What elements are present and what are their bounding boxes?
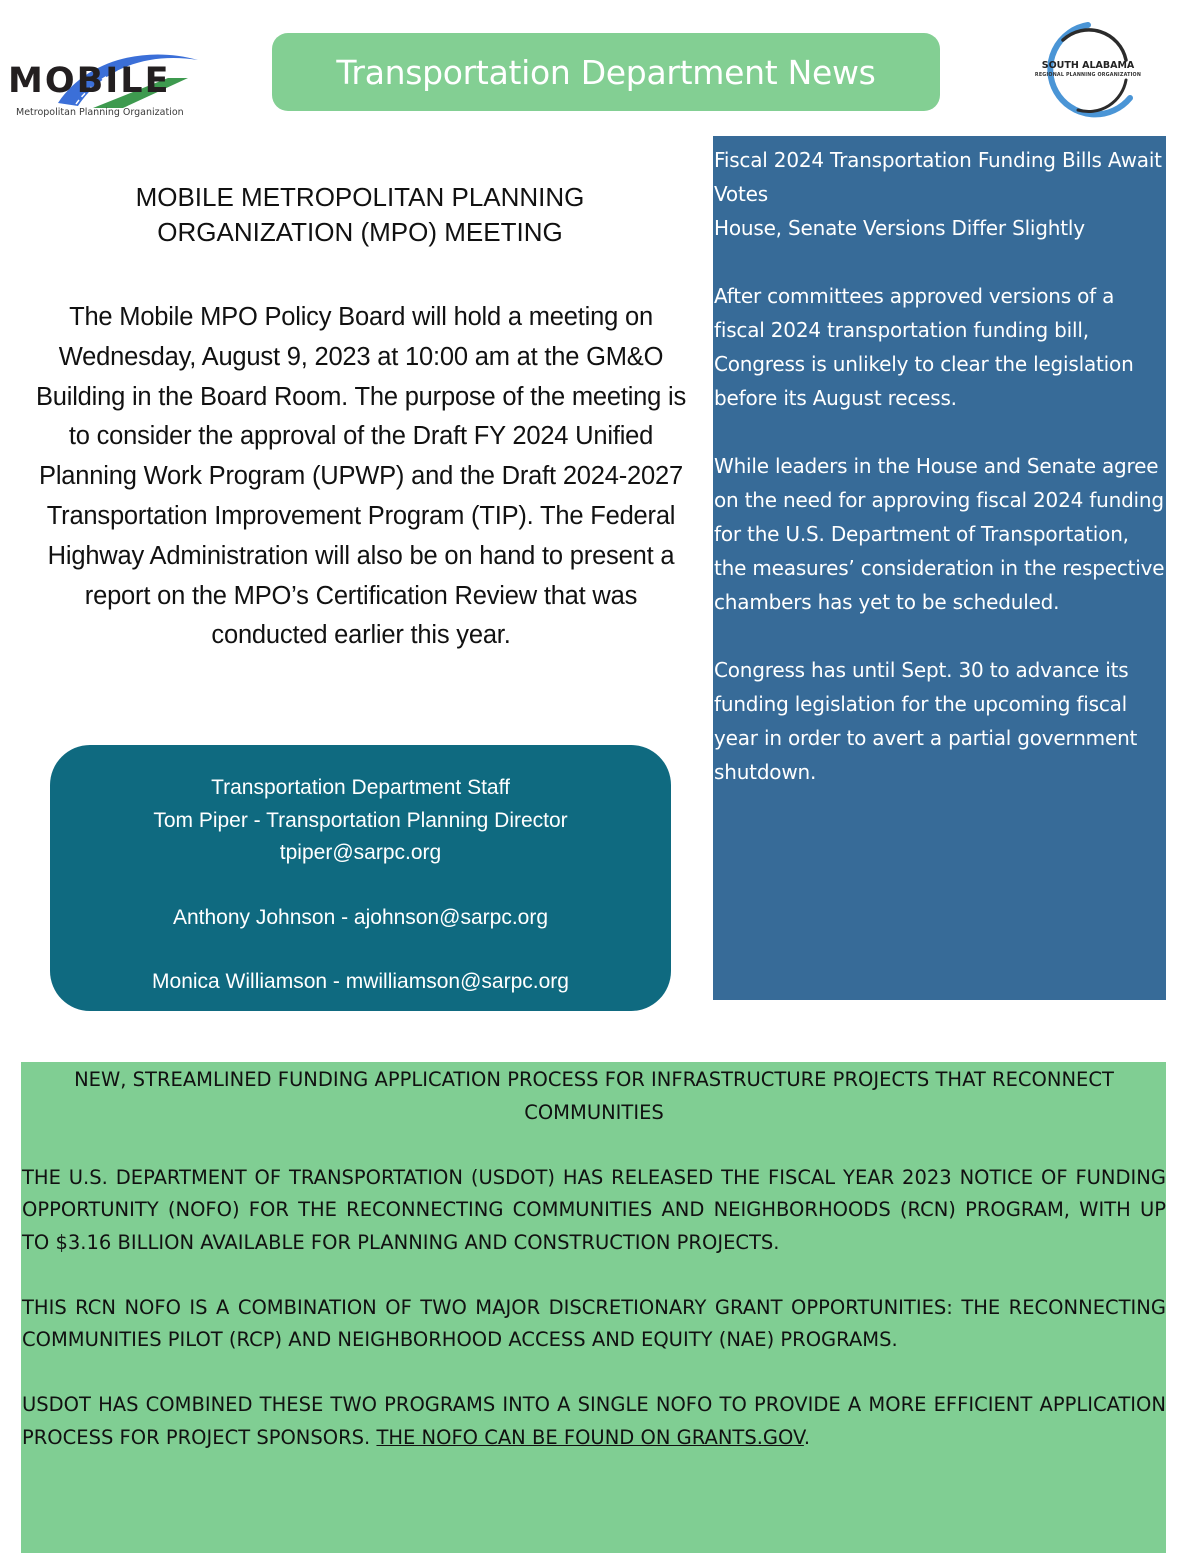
- staff-member-anthony[interactable]: Anthony Johnson - ajohnson@sarpc.org: [172, 905, 549, 929]
- mpo-meeting-body: The Mobile MPO Policy Board will hold a meeting on Wednesday, August 9, 2023 at 10:00 am at the GM&O Building in the Board Room. The purpose of the meeting is to consider the approval of the Draft FY 2024 Unified Planning Work Program (UPWP) and the Draft 2024-2027 Transportation Improvement Program (TIP). The Federal Highway Administration will also be on hand to present a report on the MPO’s Certification Review that was conducted earlier this year.: [35, 303, 687, 650]
- rcn-paragraph-3-text: USDOT HAS COMBINED THESE TWO PROGRAMS INTO A SINGLE NOFO TO PROVIDE A MORE EFFICIENT APPLICATION PROCESS FOR PROJECT SPONSORS.: [22, 1393, 1166, 1449]
- sarpo-logo-line1: SOUTH ALABAMA: [1041, 60, 1135, 71]
- south-alabama-rpo-logo: [1018, 20, 1158, 120]
- mpo-meeting-heading: [30, 180, 690, 250]
- rcn-heading: NEW, STREAMLINED FUNDING APPLICATION PROCESS FOR INFRASTRUCTURE PROJECTS THAT RECONNECT COMMUNITIES: [74, 1068, 1114, 1124]
- funding-headline: Fiscal 2024 Transportation Funding Bills Await Votes: [714, 148, 1162, 206]
- rcn-paragraph-3: [22, 1389, 1166, 1454]
- rcn-paragraph-2: THIS RCN NOFO IS A COMBINATION OF TWO MAJOR DISCRETIONARY GRANT OPPORTUNITIES: THE RECONNECTING COMMUNITIES PILOT (RCP) AND NEIGHBORHOOD ACCESS AND EQUITY (NAE) PROGRAMS.: [22, 1295, 1166, 1351]
- mobile-mpo-logo: [8, 48, 213, 123]
- mpo-heading-line2: ORGANIZATION (MPO) MEETING: [157, 217, 563, 247]
- funding-paragraph-2: While leaders in the House and Senate agree on the need for approving fiscal 2024 funding for the U.S. Department of Transportation, the measures’ consideration in the respective chambers has yet to be scheduled.: [714, 454, 1165, 614]
- rcn-paragraph-3-end: .: [803, 1425, 811, 1449]
- mpo-heading-line1: MOBILE METROPOLITAN PLANNING: [135, 182, 585, 212]
- staff-title: Transportation Department Staff: [211, 776, 510, 799]
- rcn-program-box: [21, 1062, 1166, 1553]
- mobile-logo-subtitle: Metropolitan Planning Organization: [16, 107, 184, 118]
- funding-paragraph-1: After committees approved versions of a fiscal 2024 transportation funding bill, Congress is unlikely to clear the legislation before its August recess.: [714, 284, 1134, 410]
- sarpo-logo-line2: REGIONAL PLANNING ORGANIZATION: [1034, 73, 1142, 78]
- newsletter-title-banner: [272, 33, 940, 111]
- staff-contact-box: [50, 745, 671, 1011]
- staff-member-monica[interactable]: Monica Williamson - mwilliamson@sarpc.org: [152, 970, 569, 993]
- funding-subheadline: House, Senate Versions Differ Slightly: [714, 216, 1085, 240]
- staff-director-email[interactable]: tpiper@sarpc.org: [279, 841, 442, 864]
- mobile-wordmark: MOBILE: [8, 61, 171, 101]
- newsletter-title: Transportation Department News: [336, 52, 876, 92]
- staff-director: Tom Piper - Transportation Planning Director: [153, 808, 568, 832]
- funding-news-box: [713, 136, 1166, 1000]
- funding-paragraph-3: Congress has until Sept. 30 to advance its funding legislation for the upcoming fiscal year in order to avert a partial government shutdown.: [714, 658, 1138, 784]
- rcn-paragraph-1: THE U.S. DEPARTMENT OF TRANSPORTATION (USDOT) HAS RELEASED THE FISCAL YEAR 2023 NOTICE OF FUNDING OPPORTUNITY (NOFO) FOR THE RECONNECTING COMMUNITIES AND NEIGHBORHOODS (RCN) PROGRAM, WITH UP TO $3.16 BILLION AVAILABLE FOR PLANNING AND CONSTRUCTION PROJECTS.: [22, 1165, 1166, 1254]
- grants-gov-link[interactable]: THE NOFO CAN BE FOUND ON GRANTS.GOV: [376, 1425, 804, 1449]
